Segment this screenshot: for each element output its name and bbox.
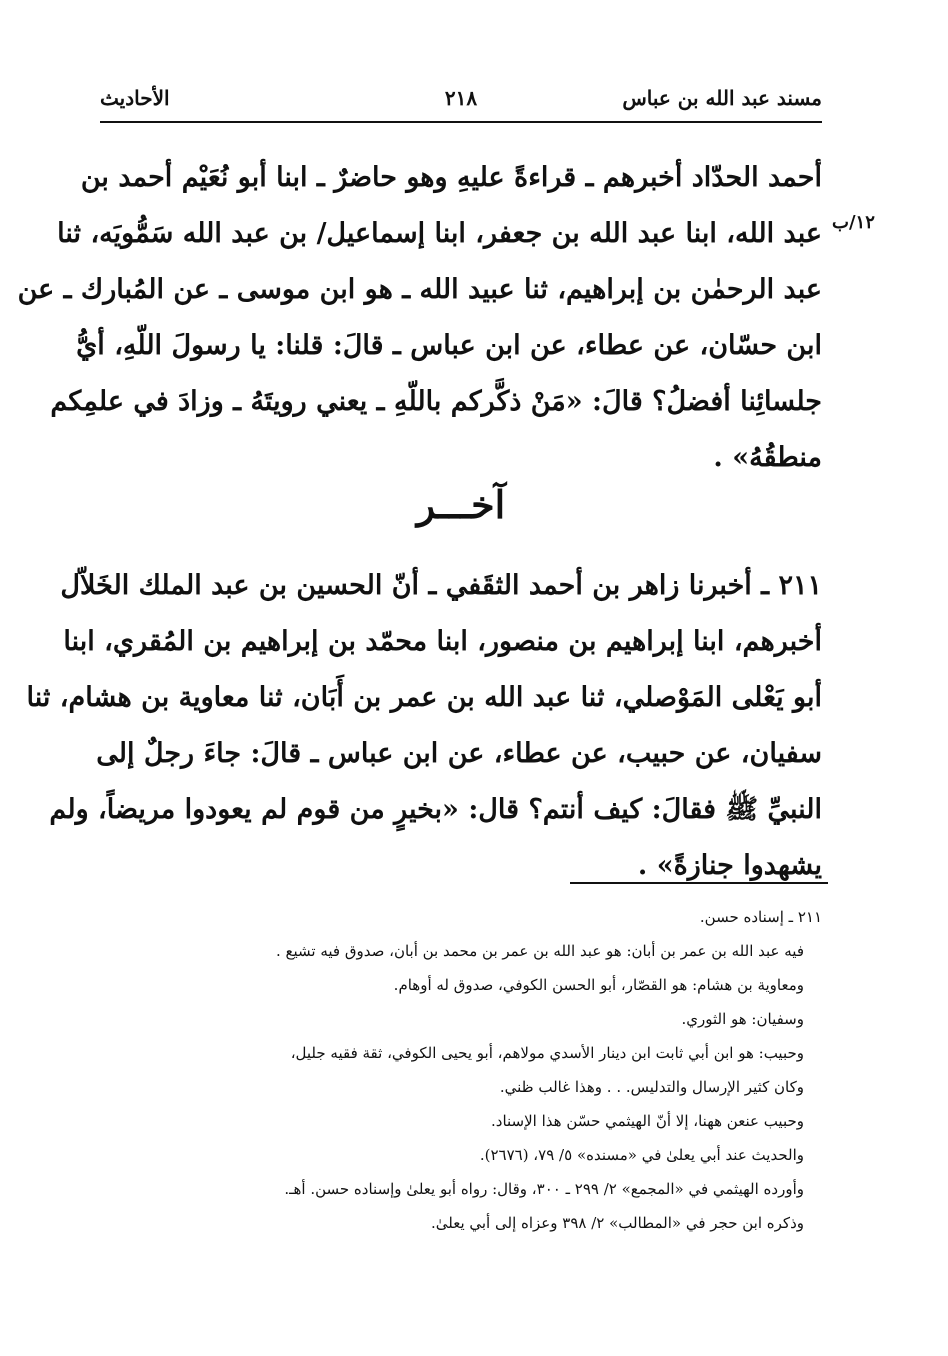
footnote-line: وأورده الهيثمي في «المجمع» ٢/ ٢٩٩ ـ ٣٠٠، وقال: رواه أبو يعلىٰ وإسناده حسن. أهـ. [284,1180,804,1198]
header-rule [100,121,822,123]
text-line: سفيان، عن حبيب، عن عطاء، عن ابن عباس ـ قالَ: جاءَ رجلٌ إلى [96,738,822,769]
section-name: الأحاديث [100,86,170,110]
footnote-rule [570,882,828,884]
text-line: يشهدوا جنازةً» . [637,850,822,881]
footnote-line: وحبيب: هو ابن أبي ثابت ابن دينار الأسدي مولاهم، أبو يحيى الكوفي، ثقة فقيه جليل، [290,1044,804,1062]
manuscript-folio-note: ١٢/ب [832,212,875,233]
footnote-line: ٢١١ ـ إسناده حسن. [699,908,822,926]
footnote-line: وسفيان: هو الثوري. [681,1010,804,1028]
page-header [100,86,822,116]
footnote-line: وذكره ابن حجر في «المطالب» ٢/ ٣٩٨ وعزاه إلى أبي يعلىٰ. [430,1214,804,1232]
text-line: أبو يَعْلى المَوْصلي، ثنا عبد الله بن عمر بن أَبَان، ثنا معاوية بن هشام، ثنا [26,682,822,713]
text-line: منطقُهُ» . [713,442,822,473]
text-line: جلسائِنا أفضلُ؟ قالَ: «مَنْ ذكَّركم باللّهِ ـ يعني رويتَهُ ـ وزادَ في علمِكم [50,386,822,417]
page-number: ٢١٨ [444,86,478,110]
running-title: مسند عبد الله بن عباس [622,86,822,110]
text-line: عبد الرحمٰن بن إبراهيم، ثنا عبيد الله ـ هو ابن موسى ـ عن المُبارك ـ عن [17,274,822,305]
paragraph-2 [26,558,822,894]
footnote-line: وحبيب عنعن ههنا، إلا أنّ الهيثمي حسّن هذا الإسناد. [491,1112,804,1130]
footnote-line: فيه عبد الله بن عمر بن أبان: هو عبد الله بن عمر بن محمد بن أبان، صدوق فيه تشيع . [275,942,804,960]
text-line: عبد الله، ابنا عبد الله بن جعفر، ابنا إسماعيل/ بن عبد الله سَمُّويَه، ثنا [57,218,822,249]
footnote-line: ومعاوية بن هشام: هو القصّار، أبو الحسن الكوفي، صدوق له أوهام. [393,976,804,994]
footnote-line: والحديث عند أبي يعلىٰ في «مسنده» ٥/ ٧٩، (٢٦٧٦). [479,1146,804,1164]
text-line: ابن حسّان، عن عطاء، عن ابن عباس ـ قالَ: قلنا: يا رسولَ اللّهِ، أيُّ [76,330,822,361]
text-line: ٢١١ ـ أخبرنا زاهر بن أحمد الثقَفي ـ أنّ الحسين بن عبد الملك الخَلاّل [60,570,822,601]
footnote-line: وكان كثير الإرسال والتدليس. . . وهذا غالب ظني. [499,1078,804,1096]
text-line: أحمد الحدّاد أخبرهم ـ قراءةً عليهِ وهو حاضرٌ ـ ابنا أبو نُعَيْم أحمد بن [80,162,822,193]
paragraph-1 [17,150,822,486]
text-line: النبيِّ ﷺ فقالَ: كيف أنتم؟ قال: «بخيرٍ من قوم لم يعودوا مريضاً، ولم [49,794,822,825]
footnotes [120,900,822,1240]
text-line: أخبرهم، ابنا إبراهيم بن منصور، ابنا محمّد بن إبراهيم بن المُقري، ابنا [63,626,822,657]
section-title: آخـــر [416,482,506,527]
